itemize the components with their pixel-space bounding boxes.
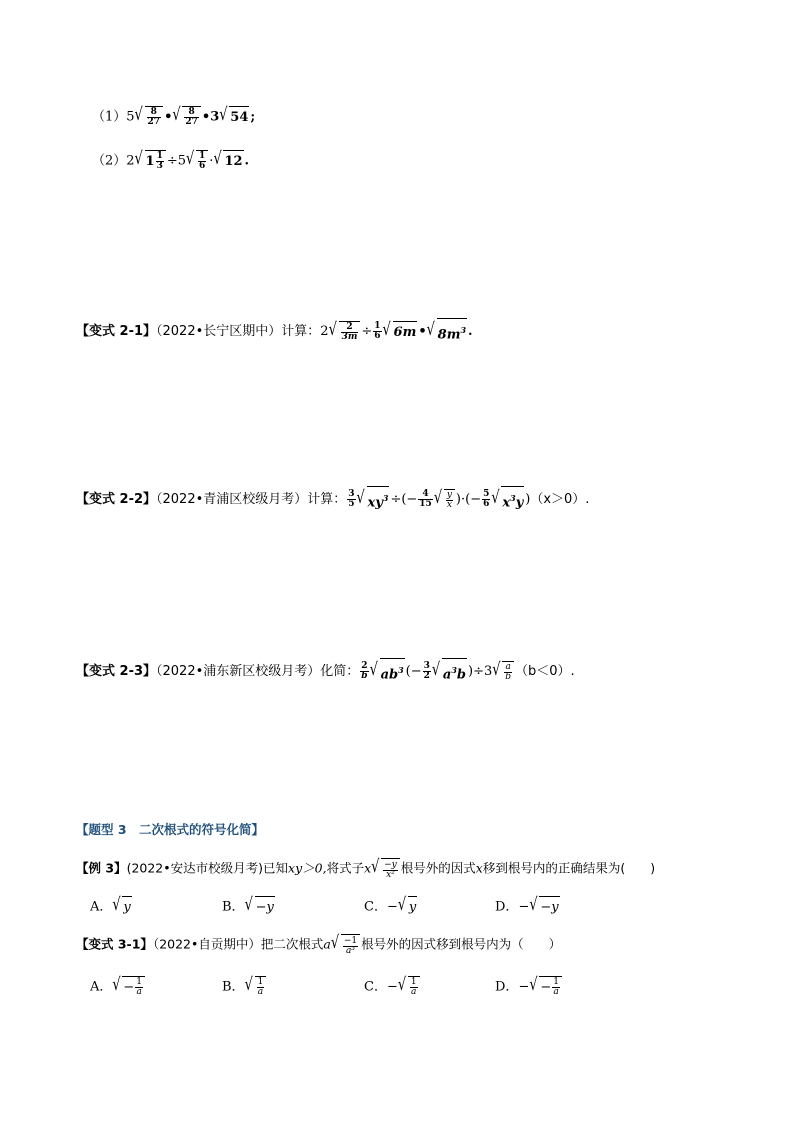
example-source: (2022•安达市校级月考)已知: [126, 860, 289, 876]
radical: [492, 661, 514, 683]
radical: √ y: [112, 896, 131, 918]
fraction: √ $\frac{1}{a}$: [257, 977, 264, 997]
dot-operator: ·: [209, 153, 214, 169]
variant-source: （2022•长宁区期中）计算：: [156, 324, 321, 340]
fraction: $\frac{1}{a}$: [136, 977, 143, 997]
fraction: $\frac{4}{15}$: [419, 489, 432, 510]
radical: [172, 106, 201, 128]
radical: √ −y: [245, 896, 275, 918]
section-heading: 【题型 3 二次根式的符号化简】: [76, 822, 265, 837]
variant-2-1: [76, 318, 473, 345]
fraction: $\frac{3}{5}$: [348, 489, 355, 510]
p1-prefix: （1）5: [92, 109, 135, 125]
dot-operator: •3: [201, 109, 220, 125]
radical: √ $a^3b$: [432, 658, 467, 685]
fraction: $\frac{5}{6}$: [483, 489, 490, 510]
p2-prefix: （2）2: [92, 153, 135, 169]
coefficient: 2: [320, 324, 329, 340]
operator: )·(−: [455, 492, 482, 508]
variable: a: [323, 936, 331, 952]
variant-2-3: [76, 658, 575, 685]
variable: x: [364, 860, 372, 876]
fraction: √ $\frac{a}{b}$: [505, 661, 512, 682]
fraction: $\frac{1}{a}$: [553, 977, 559, 997]
variant-label: 【变式 2-2】: [76, 492, 157, 508]
fraction: $\frac{2}{b}$: [361, 661, 368, 682]
radical: √ y: [398, 896, 417, 918]
radical: [245, 976, 267, 998]
question-text: 根号外的因式: [400, 860, 476, 876]
radical: [371, 858, 400, 880]
operator: (−: [405, 664, 422, 680]
fraction: √ $\frac{2}{3m}$: [341, 321, 358, 342]
radical: √ − $\frac{1}{a}$: [529, 976, 562, 998]
variant-source: （2022•浦东新区校级月考）化简：: [156, 664, 360, 680]
variable: x: [475, 860, 483, 876]
radical: √ − $\frac{1}{a}$: [112, 976, 145, 998]
variant-source: （2022•自贡期中）把二次根式: [152, 936, 324, 952]
condition: （x＞0）.: [530, 492, 590, 508]
fraction: $\frac{3}{2}$: [423, 661, 430, 682]
operator: ÷(−: [390, 492, 418, 508]
radical: √ $xy^3$: [357, 486, 390, 513]
dot-operator: •: [418, 324, 427, 340]
condition: （b＜0）.: [515, 664, 575, 680]
problem-1: [92, 106, 255, 128]
divide-operator: ÷5: [166, 153, 187, 169]
period: .: [244, 153, 250, 169]
fraction: √ $\frac{y}{x}$: [446, 489, 452, 510]
radical: √ 1 $\frac{1}{3}$: [135, 150, 166, 172]
radical: [331, 934, 360, 956]
radical: √ $ab^3$: [370, 658, 405, 685]
condition: xy＞0,: [288, 860, 327, 876]
option-a[interactable]: A．√ − $\frac{1}{a}$: [90, 976, 146, 998]
radical: [434, 489, 455, 511]
example-label: 【例 3】: [76, 860, 127, 876]
semicolon: ;: [250, 109, 256, 125]
variant-label: 【变式 3-1】: [76, 936, 153, 952]
fraction: √ $\frac{-1}{\text{a³}}$: [343, 936, 358, 956]
period: .: [468, 324, 473, 340]
fraction: √ $\frac{1}{a}$: [410, 977, 417, 997]
option-d[interactable]: D．−√ −y: [495, 896, 561, 918]
fraction: √ $\frac{8}{27}$: [147, 107, 161, 127]
variant-label: 【变式 2-3】: [76, 664, 157, 680]
option-c[interactable]: C．− √ $\frac{1}{a}$: [364, 976, 421, 998]
variant-source: （2022•青浦区校级月考）计算：: [156, 492, 347, 508]
radical: [135, 106, 164, 128]
radical: [398, 976, 420, 998]
question-text: 根号外的因式移到根号内为（ ）: [361, 936, 562, 952]
radical: √ 6m: [383, 321, 418, 343]
option-c[interactable]: C．−√ y: [364, 896, 418, 918]
option-b[interactable]: B．√ −y: [222, 896, 276, 918]
fraction: $\frac{1}{6}$: [374, 321, 381, 342]
radical: [329, 321, 361, 343]
fraction: √ $\frac{-y}{\text{x²}}$: [384, 860, 397, 880]
example-3: [76, 858, 655, 880]
question-text: 将式子: [326, 860, 365, 876]
radical: √ $x^3y$: [491, 486, 524, 513]
divide-operator: ÷: [361, 324, 373, 340]
paren: ): [525, 492, 531, 508]
radical: √ $8m^3$: [427, 318, 467, 345]
variant-3-1: [76, 934, 561, 956]
variant-2-2: [76, 486, 589, 513]
fraction: $\frac{1}{3}$: [156, 151, 163, 171]
dot-operator: •: [164, 109, 173, 125]
radical: √ 54: [219, 106, 249, 128]
fraction: √ $\frac{8}{27}$: [185, 107, 198, 127]
radical: [186, 150, 208, 172]
question-text: 移到根号内的正确结果为( ): [482, 860, 656, 876]
variant-label: 【变式 2-1】: [76, 324, 157, 340]
option-d[interactable]: D．−√ − $\frac{1}{a}$: [495, 976, 563, 998]
fraction: √ $\frac{1}{6}$: [199, 151, 206, 171]
option-a[interactable]: A．√ y: [90, 896, 133, 918]
problem-2: [92, 150, 249, 172]
option-b[interactable]: B． √ $\frac{1}{a}$: [222, 976, 267, 998]
radical: √ −y: [529, 896, 559, 918]
operator: )÷3: [468, 664, 493, 680]
radical: √ 12: [213, 150, 243, 172]
